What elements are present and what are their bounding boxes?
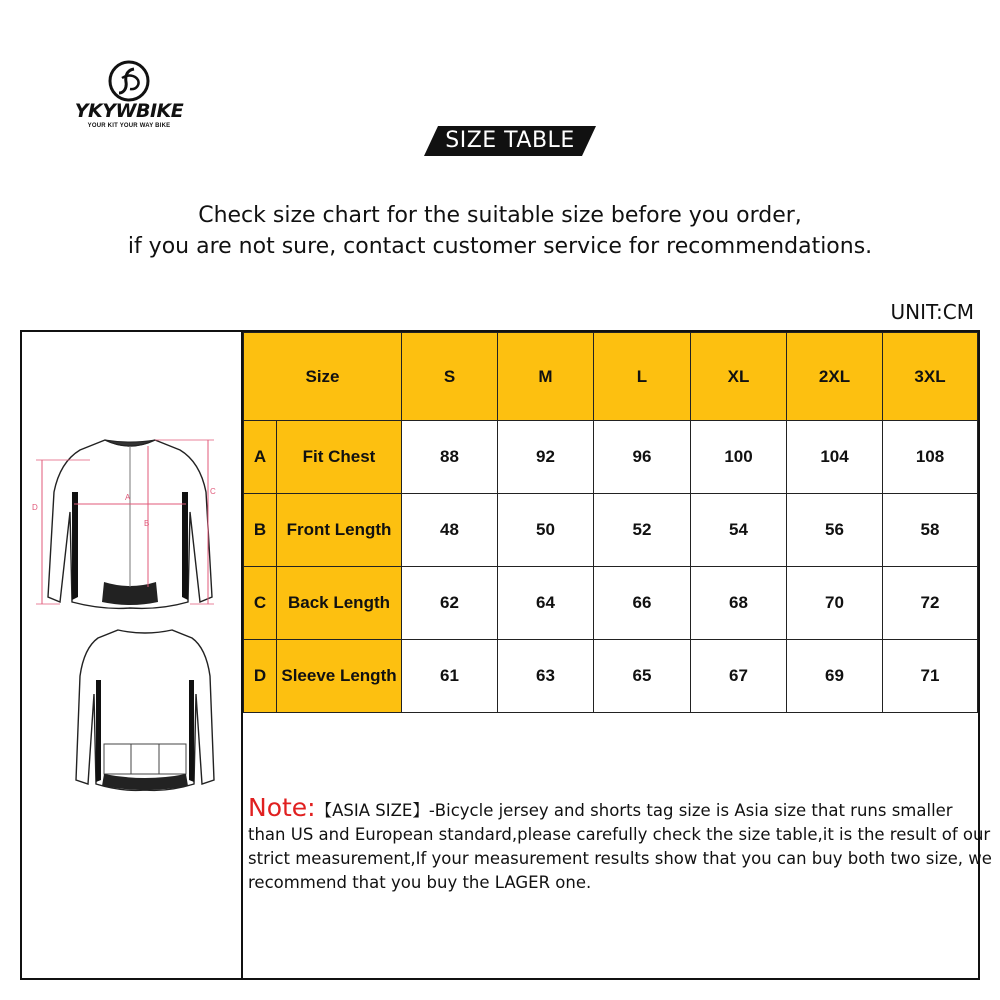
note-line-3: strict measurement,If your measurement results show that you can buy both two size, we — [248, 849, 992, 868]
table-cell: 52 — [594, 494, 691, 567]
table-cell: 104 — [787, 421, 883, 494]
note-line-4: recommend that you buy the LAGER one. — [248, 873, 592, 892]
table-row — [244, 421, 978, 494]
table-cell: 66 — [594, 567, 691, 640]
table-row — [244, 640, 978, 713]
table-cell: 50 — [498, 494, 594, 567]
header-size-label: Size — [244, 333, 402, 421]
intro-line-1: Check size chart for the suitable size before you order, — [198, 203, 802, 228]
page-title: SIZE TABLE — [445, 128, 575, 153]
table-header-row — [244, 333, 978, 421]
table-cell: 61 — [402, 640, 498, 713]
table-cell: 48 — [402, 494, 498, 567]
intro-line-2: if you are not sure, contact customer service for recommendations. — [127, 234, 873, 259]
table-cell: 58 — [883, 494, 978, 567]
row-name: Fit Chest — [277, 421, 402, 494]
table-cell: 62 — [402, 567, 498, 640]
header-size: M — [498, 333, 594, 421]
table-cell: 72 — [883, 567, 978, 640]
table-cell: 67 — [691, 640, 787, 713]
row-code: C — [244, 567, 277, 640]
jersey-back-diagram — [60, 624, 230, 794]
table-cell: 92 — [498, 421, 594, 494]
row-name: Front Length — [277, 494, 402, 567]
row-name: Back Length — [277, 567, 402, 640]
table-cell: 71 — [883, 640, 978, 713]
table-cell: 56 — [787, 494, 883, 567]
header-size: S — [402, 333, 498, 421]
unit-label: UNIT:CM — [890, 300, 974, 324]
table-cell: 100 — [691, 421, 787, 494]
label-c: C — [210, 487, 216, 496]
table-cell: 108 — [883, 421, 978, 494]
table-cell: 54 — [691, 494, 787, 567]
table-cell: 70 — [787, 567, 883, 640]
table-cell: 88 — [402, 421, 498, 494]
row-name: Sleeve Length — [277, 640, 402, 713]
table-cell: 65 — [594, 640, 691, 713]
size-table — [243, 332, 978, 713]
label-b: B — [144, 519, 150, 528]
note-block — [248, 793, 992, 895]
table-cell: 64 — [498, 567, 594, 640]
table-cell: 69 — [787, 640, 883, 713]
note-line-2: than US and European standard,please carefully check the size table,it is the result of our — [248, 825, 991, 844]
jersey-front-diagram — [30, 432, 230, 617]
bike-logo-icon — [108, 60, 150, 102]
label-d: D — [32, 503, 38, 512]
note-text: 【ASIA SIZE】-Bicycle jersey and shorts tag size is Asia size that runs smaller — [315, 801, 953, 820]
brand-tagline: YOUR KIT YOUR WAY BIKE — [87, 123, 171, 129]
title-banner — [424, 126, 596, 156]
brand-logo — [66, 60, 192, 130]
note-label: Note: — [248, 793, 316, 822]
header-size: XL — [691, 333, 787, 421]
label-a: A — [125, 493, 131, 502]
table-cell: 68 — [691, 567, 787, 640]
table-cell: 63 — [498, 640, 594, 713]
row-code: A — [244, 421, 277, 494]
note-line-1 — [248, 793, 976, 823]
table-row — [244, 567, 978, 640]
header-size: 2XL — [787, 333, 883, 421]
table-row — [244, 494, 978, 567]
table-cell: 96 — [594, 421, 691, 494]
header-size: L — [594, 333, 691, 421]
brand-name: YKYWBIKE — [74, 100, 184, 122]
row-code: D — [244, 640, 277, 713]
row-code: B — [244, 494, 277, 567]
header-size: 3XL — [883, 333, 978, 421]
